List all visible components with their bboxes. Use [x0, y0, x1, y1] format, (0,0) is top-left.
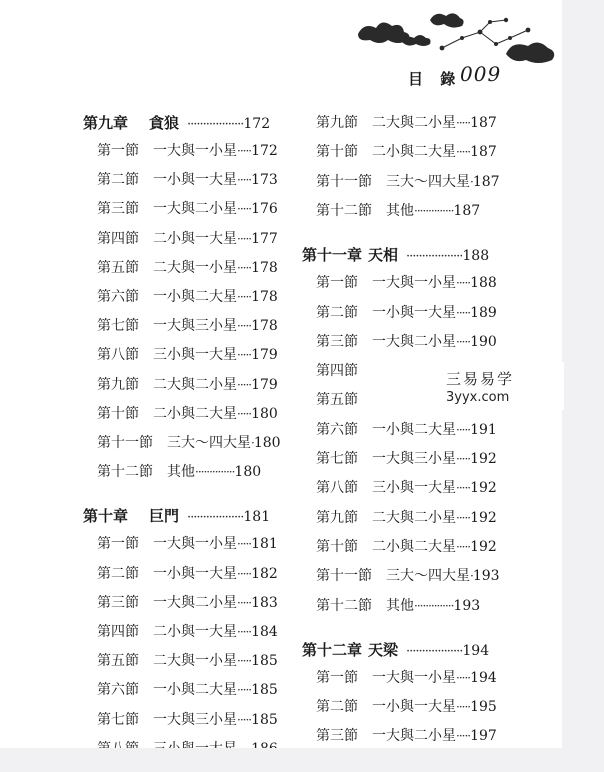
leader-dots: ·····	[456, 305, 471, 320]
section-page: 173	[251, 172, 278, 189]
section-page: 179	[251, 347, 278, 364]
section-title: 一大與一小星	[372, 669, 456, 686]
leader-dots: ·····	[456, 481, 471, 496]
section-number: 第十一節	[97, 435, 153, 451]
section-page: 176	[251, 201, 278, 218]
section-title: 二大與二小星	[153, 376, 237, 393]
section-page: 189	[470, 304, 497, 321]
viewer-bottom-bar	[0, 748, 604, 772]
section-page: 180	[253, 435, 281, 451]
toc-section-row	[316, 302, 497, 322]
leader-dots: ·····	[456, 700, 471, 715]
section-page: 185	[251, 653, 278, 670]
section-number: 第四節	[97, 230, 139, 247]
section-page: 182	[251, 565, 278, 582]
toc-section-row	[97, 344, 278, 364]
leader-dots: ·····	[456, 334, 471, 349]
section-page: 188	[470, 275, 497, 292]
section-page: 187	[453, 202, 481, 219]
leader-dots: ·····	[237, 654, 252, 669]
section-title: 一小與一大星	[153, 172, 237, 189]
page-number: 009	[460, 62, 502, 86]
leader-dots: ·	[470, 569, 473, 584]
section-number: 第十節	[97, 405, 139, 422]
section-title: 一大與三小星	[372, 451, 456, 467]
section-number: 第二節	[316, 304, 358, 321]
section-number: 第十節	[316, 144, 358, 161]
toc-section-row	[316, 536, 497, 556]
chapter-page: 188	[462, 248, 490, 265]
section-number: 第十二節	[97, 464, 153, 481]
section-number: 第五節	[316, 392, 358, 409]
toc-chapter-row	[83, 505, 270, 526]
leader-dots: ··················	[406, 249, 463, 265]
toc-section-row	[316, 171, 500, 191]
toc-chapter-row	[302, 244, 489, 265]
leader-dots: ·····	[456, 729, 471, 744]
toc-section-row	[97, 374, 278, 394]
section-number: 第九節	[97, 376, 139, 393]
section-title: 二小與二大星	[372, 538, 456, 555]
section-number: 第二節	[97, 172, 139, 189]
section-title: 二小與一大星	[153, 230, 237, 247]
section-title: 一小與二大星	[153, 682, 237, 699]
section-title: 其他	[386, 597, 414, 614]
cloud-constellation-icon	[350, 8, 560, 72]
toc-section-row	[97, 140, 278, 160]
section-number: 第一節	[97, 536, 139, 553]
section-title: 其他	[167, 464, 195, 481]
section-number: 第一節	[316, 669, 358, 686]
leader-dots: ··················	[187, 510, 244, 526]
chapter-page: 172	[243, 116, 271, 132]
section-number: 第十節	[316, 538, 358, 555]
section-page: 187	[472, 173, 500, 190]
section-number: 第一節	[316, 275, 358, 292]
section-number: 第四節	[316, 363, 358, 380]
section-page: 178	[251, 259, 278, 276]
leader-dots: ·····	[237, 625, 252, 639]
toc-section-row	[97, 169, 278, 189]
leader-dots: ·····	[237, 595, 252, 610]
leader-dots: ··············	[414, 203, 454, 218]
leader-dots: ·····	[237, 260, 252, 275]
toc-section-row	[97, 563, 278, 583]
leader-dots: ·····	[456, 276, 471, 291]
leader-dots: ·····	[237, 683, 252, 698]
section-title: 一大與二小星	[153, 594, 237, 611]
section-page: 192	[470, 538, 497, 555]
section-page: 181	[251, 536, 278, 553]
chapter-page: 181	[243, 509, 271, 526]
section-title: 三大～四大星	[386, 568, 470, 585]
section-title: 一小與二大星	[372, 421, 456, 438]
section-number: 第九節	[316, 509, 358, 526]
toc-section-row	[97, 257, 278, 277]
section-page: 190	[470, 333, 497, 350]
toc-section-row	[316, 696, 497, 716]
section-title: 一大與二小星	[372, 333, 456, 350]
toc-chapter-row	[302, 639, 489, 660]
section-page: 194	[470, 669, 497, 686]
section-number: 第八節	[97, 347, 139, 364]
leader-dots: ·····	[237, 144, 252, 158]
section-page: 180	[234, 464, 262, 481]
toc-section-row	[97, 650, 278, 670]
leader-dots: ·····	[237, 406, 252, 421]
toc-section-row	[316, 595, 480, 615]
section-page: 192	[470, 451, 497, 467]
toc-section-row	[97, 432, 281, 452]
watermark-url: 3yyx.com	[446, 390, 510, 405]
section-number: 第七節	[316, 451, 358, 467]
section-page: 178	[251, 289, 278, 305]
section-title: 一小與一大星	[153, 565, 237, 582]
section-page: 192	[470, 509, 497, 526]
leader-dots: ·····	[237, 377, 252, 392]
section-title: 一大與一小星	[372, 275, 456, 292]
toc-section-row	[97, 533, 278, 553]
leader-dots: ··············	[414, 598, 454, 613]
section-title: 一小與一大星	[372, 699, 456, 716]
site-watermark	[368, 362, 564, 410]
section-page: 172	[251, 143, 278, 159]
section-title: 一大與一小星	[153, 143, 237, 159]
leader-dots: ·	[251, 436, 254, 450]
toc-section-row	[97, 228, 278, 248]
section-page: 183	[251, 594, 278, 611]
leader-dots: ·····	[237, 348, 252, 363]
section-page: 185	[251, 711, 278, 728]
leader-dots: ·····	[456, 670, 471, 685]
section-page: 180	[251, 405, 278, 422]
section-number: 第八節	[316, 480, 358, 497]
section-number: 第十二節	[316, 202, 372, 219]
toc-section-row	[97, 198, 278, 218]
section-page: 179	[251, 376, 278, 393]
toc-section-row	[97, 403, 278, 423]
section-page: 184	[251, 624, 278, 640]
chapter-title: 天相	[368, 246, 399, 265]
toc-section-row	[97, 679, 278, 699]
section-number: 第十一節	[316, 173, 372, 190]
section-title: 二小與二大星	[153, 405, 237, 422]
leader-dots: ·····	[237, 566, 252, 581]
section-title: 一大與一小星	[153, 536, 237, 553]
section-page: 191	[470, 421, 497, 438]
section-number: 第三節	[316, 728, 358, 745]
section-title: 其他	[386, 202, 414, 219]
section-number: 第六節	[97, 289, 139, 305]
leader-dots: ·····	[456, 510, 471, 525]
section-number: 第十一節	[316, 568, 372, 585]
chapter-number: 第十二章	[302, 640, 363, 659]
chapter-title: 天梁	[368, 640, 399, 659]
section-number: 第五節	[97, 259, 139, 276]
toc-section-row	[97, 592, 278, 612]
leader-dots: ·····	[237, 537, 252, 552]
section-number: 第十二節	[316, 597, 372, 614]
toc-section-row	[316, 272, 497, 292]
section-title: 二大與二小星	[372, 509, 456, 526]
leader-dots: ·····	[456, 452, 471, 466]
leader-dots: ··················	[187, 117, 244, 132]
section-number: 第三節	[97, 594, 139, 611]
toc-section-row	[316, 419, 497, 439]
section-title: 二大與二小星	[372, 115, 456, 131]
leader-dots: ·····	[237, 173, 252, 188]
chapter-page: 194	[462, 642, 490, 659]
toc-section-row	[97, 461, 261, 481]
toc-section-row	[97, 315, 278, 335]
section-page: 193	[453, 597, 481, 614]
section-number: 第一節	[97, 143, 139, 159]
leader-dots: ··················	[406, 643, 463, 659]
chapter-title: 巨門	[149, 507, 180, 526]
section-page: 187	[470, 115, 497, 131]
section-number: 第七節	[97, 711, 139, 728]
chapter-number: 第十一章	[302, 246, 363, 265]
section-number: 第五節	[97, 653, 139, 670]
section-title: 二大與一小星	[153, 259, 237, 276]
leader-dots: ·····	[456, 539, 471, 554]
section-number: 第二節	[97, 565, 139, 582]
section-number: 第六節	[316, 421, 358, 438]
section-title: 一小與二大星	[153, 289, 237, 305]
leader-dots: ·····	[456, 116, 471, 130]
section-title: 一大與二小星	[153, 201, 237, 218]
section-title: 三大～四大星	[386, 173, 470, 190]
leader-dots: ·····	[456, 145, 471, 160]
toc-section-row	[316, 507, 497, 527]
leader-dots: ··············	[195, 465, 235, 480]
toc-section-row	[316, 565, 500, 585]
toc-section-row	[316, 477, 497, 497]
section-number: 第七節	[97, 318, 139, 335]
section-page: 177	[251, 230, 278, 247]
section-number: 第三節	[316, 333, 358, 350]
toc-section-row	[316, 331, 497, 351]
leader-dots: ·····	[237, 231, 252, 246]
toc-section-row	[97, 709, 278, 729]
chapter-title: 貪狼	[149, 114, 180, 132]
section-number: 第二節	[316, 699, 358, 716]
section-number: 第六節	[97, 682, 139, 699]
leader-dots: ·	[470, 174, 473, 189]
section-title: 三小與一大星	[372, 480, 456, 497]
leader-dots: ·····	[237, 712, 252, 727]
section-page: 187	[470, 144, 497, 161]
section-title: 二小與二大星	[372, 144, 456, 161]
watermark-name: 三易易学	[446, 370, 515, 388]
section-page: 195	[470, 699, 497, 716]
toc-section-row	[316, 667, 497, 687]
section-page: 192	[470, 480, 497, 497]
section-page: 185	[251, 682, 278, 699]
section-title: 一大與三小星	[153, 711, 237, 728]
section-title: 三小與一大星	[153, 347, 237, 364]
toc-section-row	[316, 725, 497, 745]
toc-section-row	[316, 112, 497, 132]
section-number: 第九節	[316, 115, 358, 131]
toc-section-row	[316, 389, 372, 409]
section-title: 一大與三小星	[153, 318, 237, 335]
leader-dots: ·····	[237, 202, 252, 217]
chapter-number: 第十章	[83, 507, 129, 526]
section-title: 三大～四大星	[167, 435, 251, 451]
toc-section-row	[316, 141, 497, 161]
section-title: 一大與二小星	[372, 728, 456, 745]
section-title: 二大與一小星	[153, 653, 237, 670]
toc-header-label: 目 錄	[408, 70, 462, 88]
toc-section-row	[97, 286, 278, 306]
leader-dots: ·····	[237, 319, 252, 334]
section-title: 一小與一大星	[372, 304, 456, 321]
toc-section-row	[97, 621, 278, 641]
toc-section-row	[316, 360, 372, 380]
section-title: 二小與一大星	[153, 624, 237, 640]
leader-dots: ·····	[456, 422, 471, 437]
chapter-number: 第九章	[83, 114, 129, 132]
section-number: 第四節	[97, 624, 139, 640]
section-page: 178	[251, 318, 278, 335]
toc-section-row	[316, 448, 497, 468]
toc-section-row	[316, 200, 480, 220]
section-number: 第三節	[97, 201, 139, 218]
section-page: 193	[472, 568, 500, 585]
leader-dots: ·····	[237, 290, 252, 304]
section-page: 197	[470, 728, 497, 745]
toc-chapter-row	[83, 112, 270, 133]
